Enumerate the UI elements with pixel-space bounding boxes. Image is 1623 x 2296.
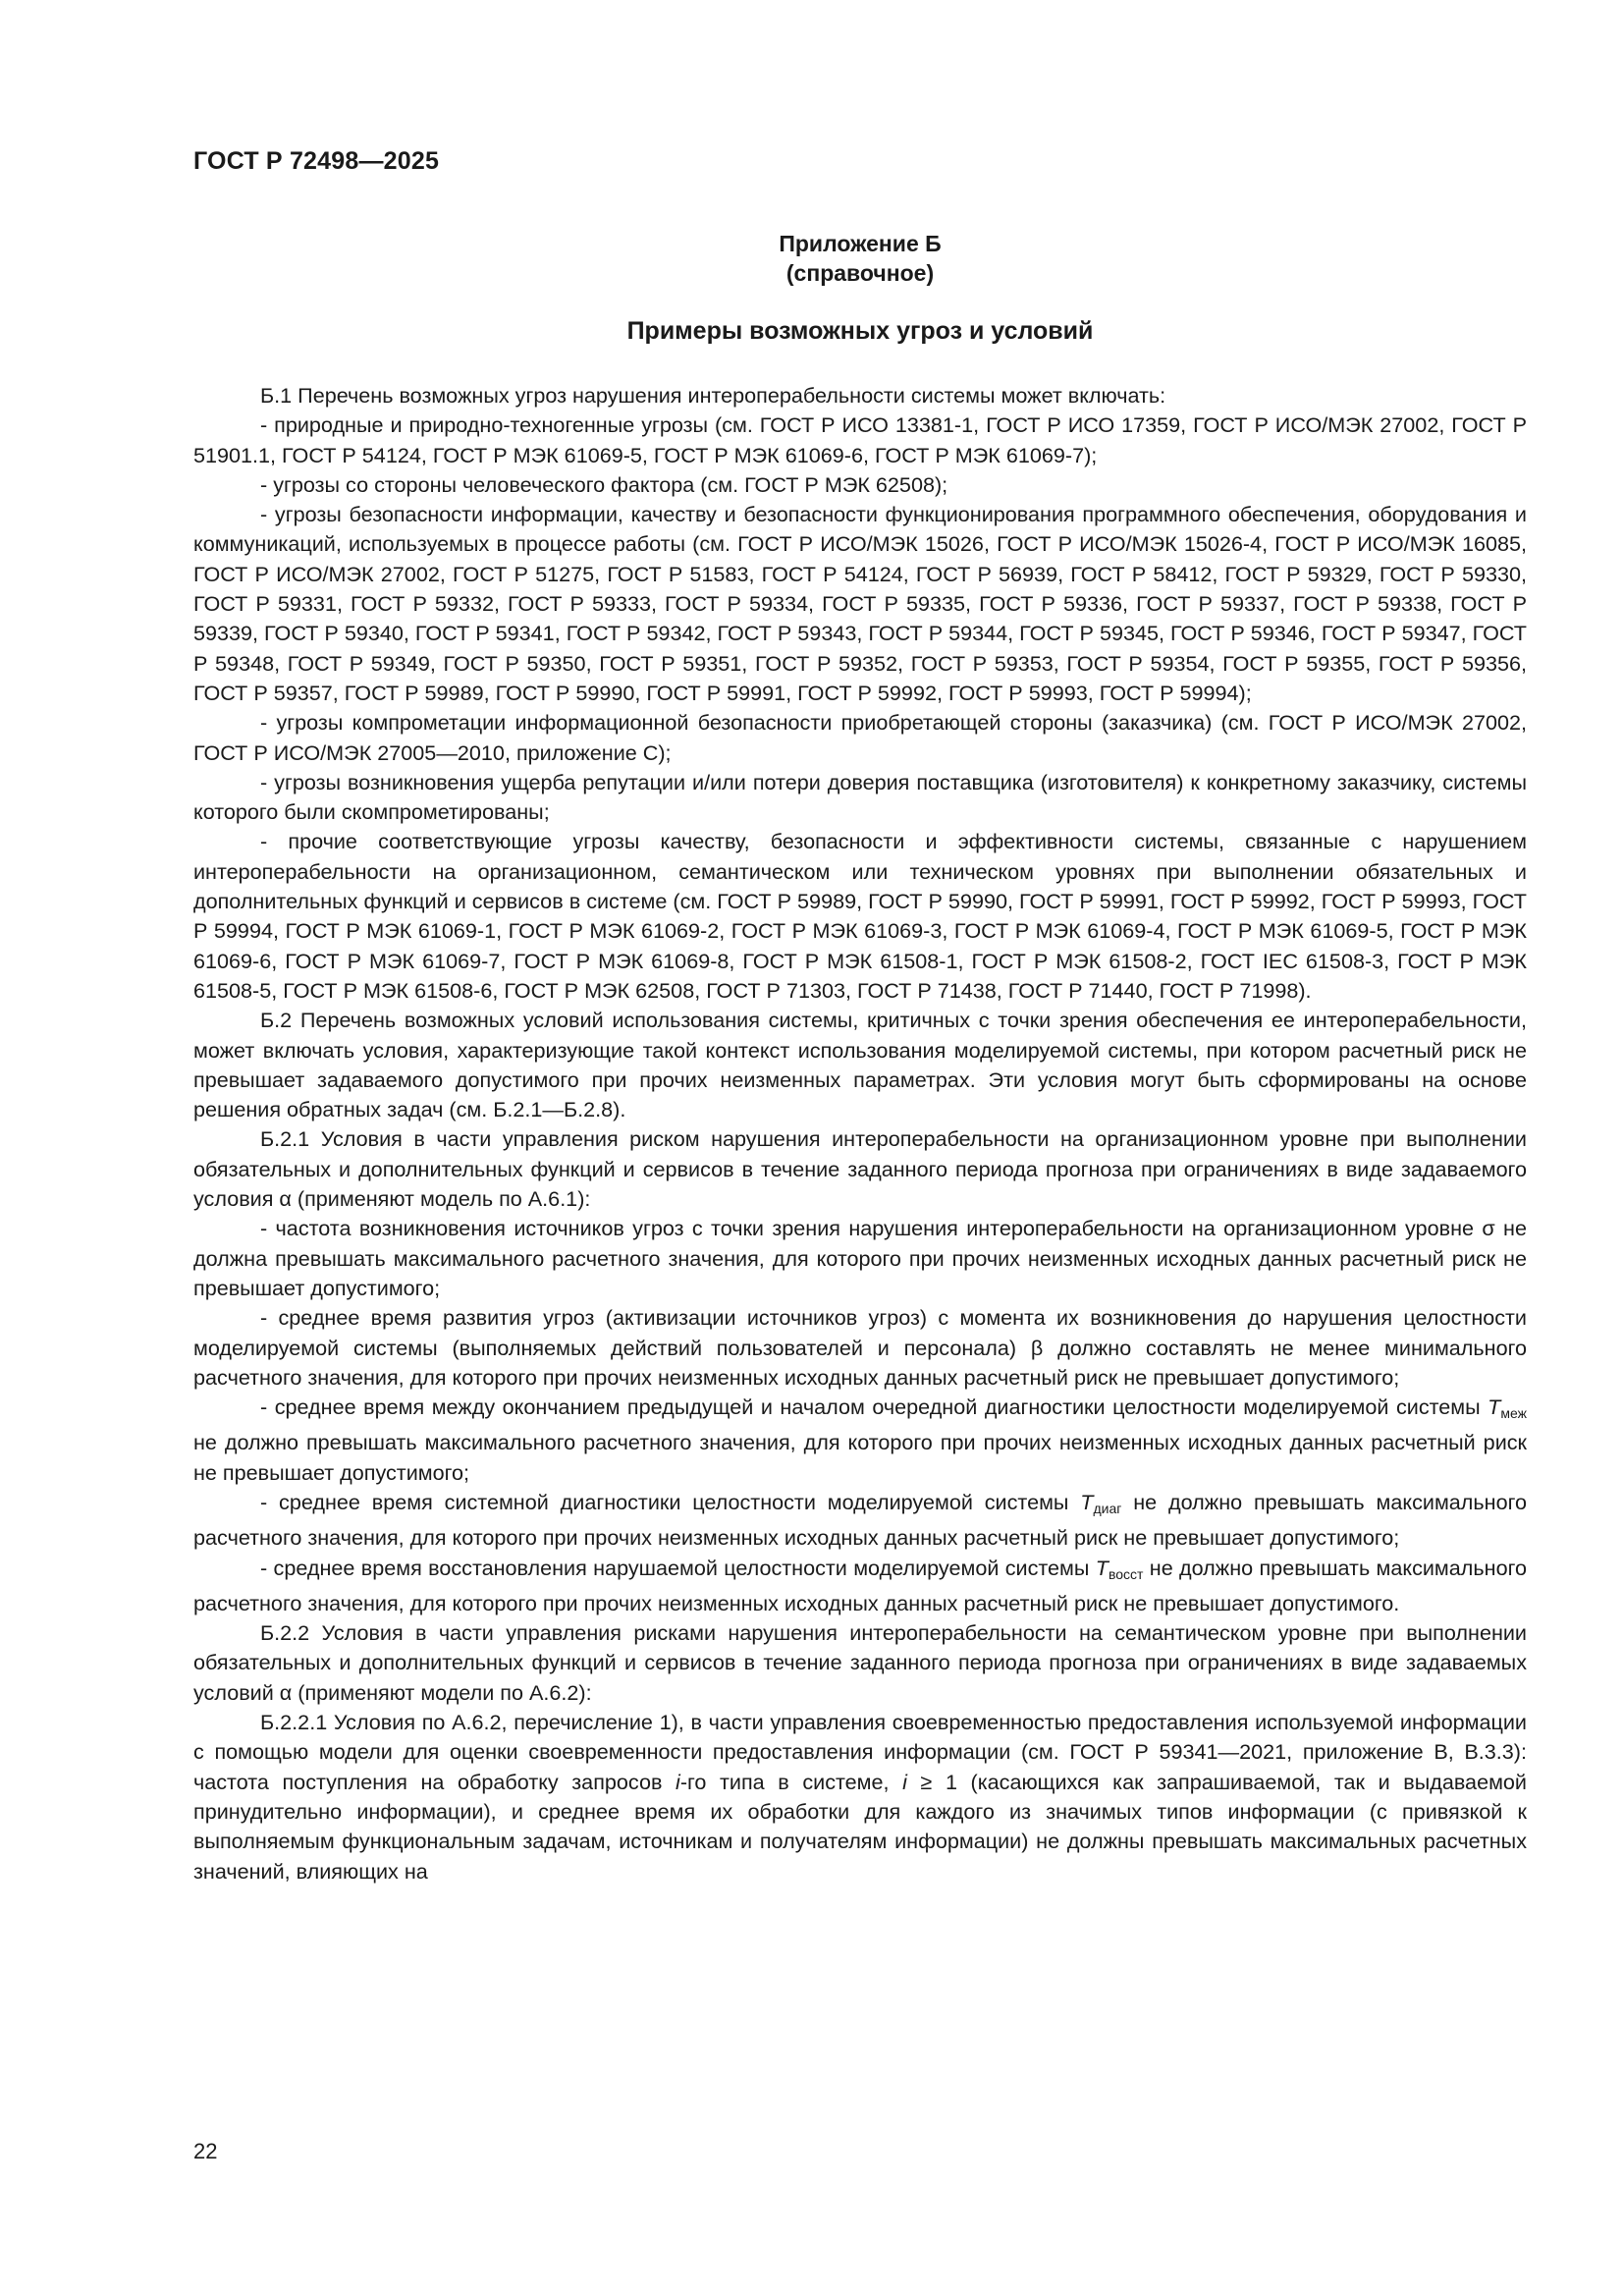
list-item-threat-development-time: - среднее время развития угроз (активизации источников угроз) с момента их возникновения до нарушения целостности моделируемой системы (выполняемых действий пользователей и персонала) β должно составлять не менее минимального расчетного значения, для которого при прочих неизменных исходных данных расчетный риск не превышает допустимого; [193,1305,1527,1390]
annex-title: Примеры возможных угроз и условий [626,317,1094,345]
paragraph-b2: Б.2 Перечень возможных условий использования системы, критичных с точки зрения обеспечения ее интероперабельности, может включать условия, характеризующие такой контекст использования моделируемой системы, при котором расчетный риск не превышает задаваемого допустимого при прочих неизменных параметрах. Эти условия могут быть сформированы на основе решения обратных задач (см. Б.2.1—Б.2.8). [193,1008,1527,1122]
list-item-threat-frequency: - частота возникновения источников угроз с точки зрения нарушения интероперабельности на организационном уровне σ не должна превышать максимального расчетного значения, для которого при прочих неизменных исходных данных расчетный риск не превышает допустимого; [193,1216,1527,1300]
page-number: 22 [193,2139,218,2163]
paragraph-b221: Б.2.2.1 Условия по А.6.2, перечисление 1), в части управления своевременностью предоставления используемой информации с помощью модели для оценки своевременности предоставления информации (см. ГОСТ Р 59341—2021, приложение В, В.3.3): частота поступления на обработку запросов i-го типа в системе, i ≥ 1 (касающихся как запрашиваемой, так и выдаваемой принудительно информации), и среднее время их обработки для каждого из значимых типов информации (с привязкой к выполняемым функциональным задачам, источникам и получателям информации) не должны превышать максимальных расчетных значений, влияющих на [193,1710,1527,1884]
annex-body [193,381,1527,1886]
list-item-security-threats: - угрозы безопасности информации, качеству и безопасности функционирования программного обеспечения, оборудования и коммуникаций, используемых в процессе работы (см. ГОСТ Р ИСО/МЭК 15026, ГОСТ Р ИСО/МЭК 15026-4, ГОСТ Р ИСО/МЭК 16085, ГОСТ Р ИСО/МЭК 27002, ГОСТ Р 51275, ГОСТ Р 51583, ГОСТ Р 54124, ГОСТ Р 56939, ГОСТ Р 58412, ГОСТ Р 59329, ГОСТ Р 59330, ГОСТ Р 59331, ГОСТ Р 59332, ГОСТ Р 59333, ГОСТ Р 59334, ГОСТ Р 59335, ГОСТ Р 59336, ГОСТ Р 59337, ГОСТ Р 59338, ГОСТ Р 59339, ГОСТ Р 59340, ГОСТ Р 59341, ГОСТ Р 59342, ГОСТ Р 59343, ГОСТ Р 59344, ГОСТ Р 59345, ГОСТ Р 59346, ГОСТ Р 59347, ГОСТ Р 59348, ГОСТ Р 59349, ГОСТ Р 59350, ГОСТ Р 59351, ГОСТ Р 59352, ГОСТ Р 59353, ГОСТ Р 59354, ГОСТ Р 59355, ГОСТ Р 59356, ГОСТ Р 59357, ГОСТ Р 59989, ГОСТ Р 59990, ГОСТ Р 59991, ГОСТ Р 59992, ГОСТ Р 59993, ГОСТ Р 59994); [193,502,1527,705]
list-item-t-mezh: - среднее время между окончанием предыдущей и началом очередной диагностики целостности моделируемой системы $T_{меж}$ не должно превышать максимального расчетного значения, для которого при прочих неизменных исходных данных расчетный риск не превышает допустимого; [193,1394,1527,1485]
paragraph-b22: Б.2.2 Условия в части управления рисками нарушения интероперабельности на семантическом уровне при выполнении обязательных и дополнительных функций и сервисов в течение заданного периода прогноза при ограничениях в виде задаваемых условий α (применяют модели по А.6.2): [193,1620,1527,1705]
document-id: ГОСТ Р 72498—2025 [193,147,440,175]
list-item-human-factor: - угрозы со стороны человеческого фактора (см. ГОСТ Р МЭК 62508); [260,471,948,497]
list-item-natural-threats: - природные и природно-техногенные угрозы (см. ГОСТ Р ИСО 13381-1, ГОСТ Р ИСО 17359, ГОСТ Р ИСО/МЭК 27002, ГОСТ Р 51901.1, ГОСТ Р 54124, ГОСТ Р МЭК 61069-5, ГОСТ Р МЭК 61069-6, ГОСТ Р МЭК 61069-7); [193,412,1527,467]
list-item-t-diag: - среднее время системной диагностики целостности моделируемой системы $T_{диаг}$ не должно превышать максимального расчетного значения, для которого при прочих неизменных исходных данных расчетный риск не превышает допустимого; [193,1489,1527,1551]
annex-name: Приложение Б [779,231,942,256]
list-item-other-threats: - прочие соответствующие угрозы качеству, безопасности и эффективности системы, связанные с нарушением интероперабельности на организационном, семантическом или техническом уровнях при выполнении обязательных и дополнительных функций и сервисов в системе (см. ГОСТ Р 59989, ГОСТ Р 59990, ГОСТ Р 59991, ГОСТ Р 59992, ГОСТ Р 59993, ГОСТ Р 59994, ГОСТ Р МЭК 61069-1, ГОСТ Р МЭК 61069-2, ГОСТ Р МЭК 61069-3, ГОСТ Р МЭК 61069-4, ГОСТ Р МЭК 61069-5, ГОСТ Р МЭК 61069-6, ГОСТ Р МЭК 61069-7, ГОСТ Р МЭК 61069-8, ГОСТ Р МЭК 61508-1, ГОСТ Р МЭК 61508-2, ГОСТ IEC 61508-3, ГОСТ Р МЭК 61508-5, ГОСТ Р МЭК 61508-6, ГОСТ Р МЭК 62508, ГОСТ Р 71303, ГОСТ Р 71438, ГОСТ Р 71440, ГОСТ Р 71998). [193,829,1527,1003]
list-item-reputation-threats: - угрозы возникновения ущерба репутации и/или потери доверия поставщика (изготовителя) к конкретному заказчику, системы которого были скомпрометированы; [193,769,1527,825]
list-item-compromise-threats: - угрозы компрометации информационной безопасности приобретающей стороны (заказчика) (см. ГОСТ Р ИСО/МЭК 27002, ГОСТ Р ИСО/МЭК 27005—2010, приложение С); [193,710,1527,765]
annex-type: (справочное) [785,260,935,286]
paragraph-b1: Б.1 Перечень возможных угроз нарушения интероперабельности системы может включать: [260,383,1166,408]
list-item-t-vosst: - среднее время восстановления нарушаемой целостности моделируемой системы $T_{восст}$ не должно превышать максимального расчетного значения, для которого при прочих неизменных исходных данных расчетный риск не превышает допустимого. [193,1555,1527,1615]
annex-heading [193,229,1527,288]
paragraph-b21: Б.2.1 Условия в части управления риском нарушения интероперабельности на организационном уровне при выполнении обязательных и дополнительных функций и сервисов в течение заданного периода прогноза при ограничениях в виде задаваемого условия α (применяют модель по А.6.1): [193,1126,1527,1212]
